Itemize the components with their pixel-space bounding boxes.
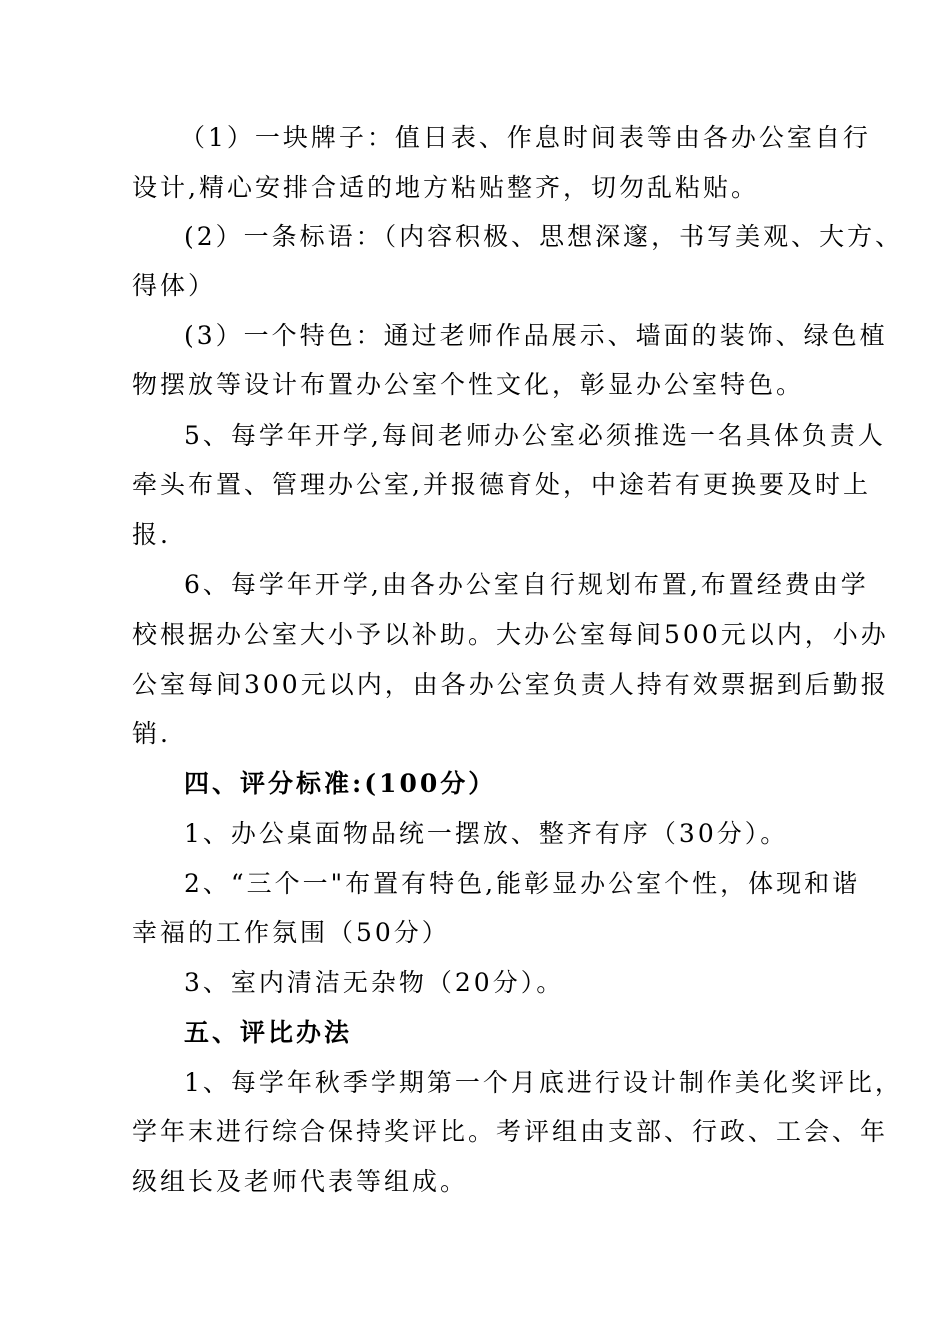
paragraph-line: 校根据办公室大小予以补助。大办公室每间500元以内，小办 [132,620,889,649]
paragraph-line: 销. [132,719,171,748]
section-heading: 四、评分标准:(100分） [184,769,497,798]
paragraph-line: 1、办公桌面物品统一摆放、整齐有序（30分）。 [184,819,789,848]
paragraph-line: 级组长及老师代表等组成。 [132,1167,469,1196]
paragraph-line: 公室每间300元以内，由各办公室负责人持有效票据到后勤报 [132,670,889,699]
paragraph-line: (3）一个特色：通过老师作品展示、墙面的装饰、绿色植 [184,321,888,350]
paragraph-line: （1）一块牌子：值日表、作息时间表等由各办公室自行 [180,123,871,152]
paragraph-line: 得体） [132,271,217,300]
paragraph-line: 1、每学年秋季学期第一个月底进行设计制作美化奖评比， [184,1068,903,1097]
paragraph-line: 报. [132,520,171,549]
paragraph-line: 3、室内清洁无杂物（20分）。 [184,968,565,997]
paragraph-line: 2、“三个一"布置有特色,能彰显办公室个性，体现和谐 [184,869,861,898]
paragraph-line: 学年末进行综合保持奖评比。考评组由支部、行政、工会、年 [132,1117,889,1146]
paragraph-line: (2）一条标语：（内容积极、思想深邃，书写美观、大方、 [184,222,904,251]
paragraph-line: 牵头布置、管理办公室,并报德育处，中途若有更换要及时上 [132,470,871,499]
paragraph-line: 设计,精心安排合适的地方粘贴整齐，切勿乱粘贴。 [132,173,759,202]
paragraph-line: 5、每学年开学,每间老师办公室必须推选一名具体负责人 [184,421,886,450]
paragraph-line: 物摆放等设计布置办公室个性文化，彰显办公室特色。 [132,370,805,399]
section-heading: 五、评比办法 [184,1018,353,1047]
paragraph-line: 6、每学年开学,由各办公室自行规划布置,布置经费由学 [184,570,869,599]
paragraph-line: 幸福的工作氛围（50分） [132,918,450,947]
